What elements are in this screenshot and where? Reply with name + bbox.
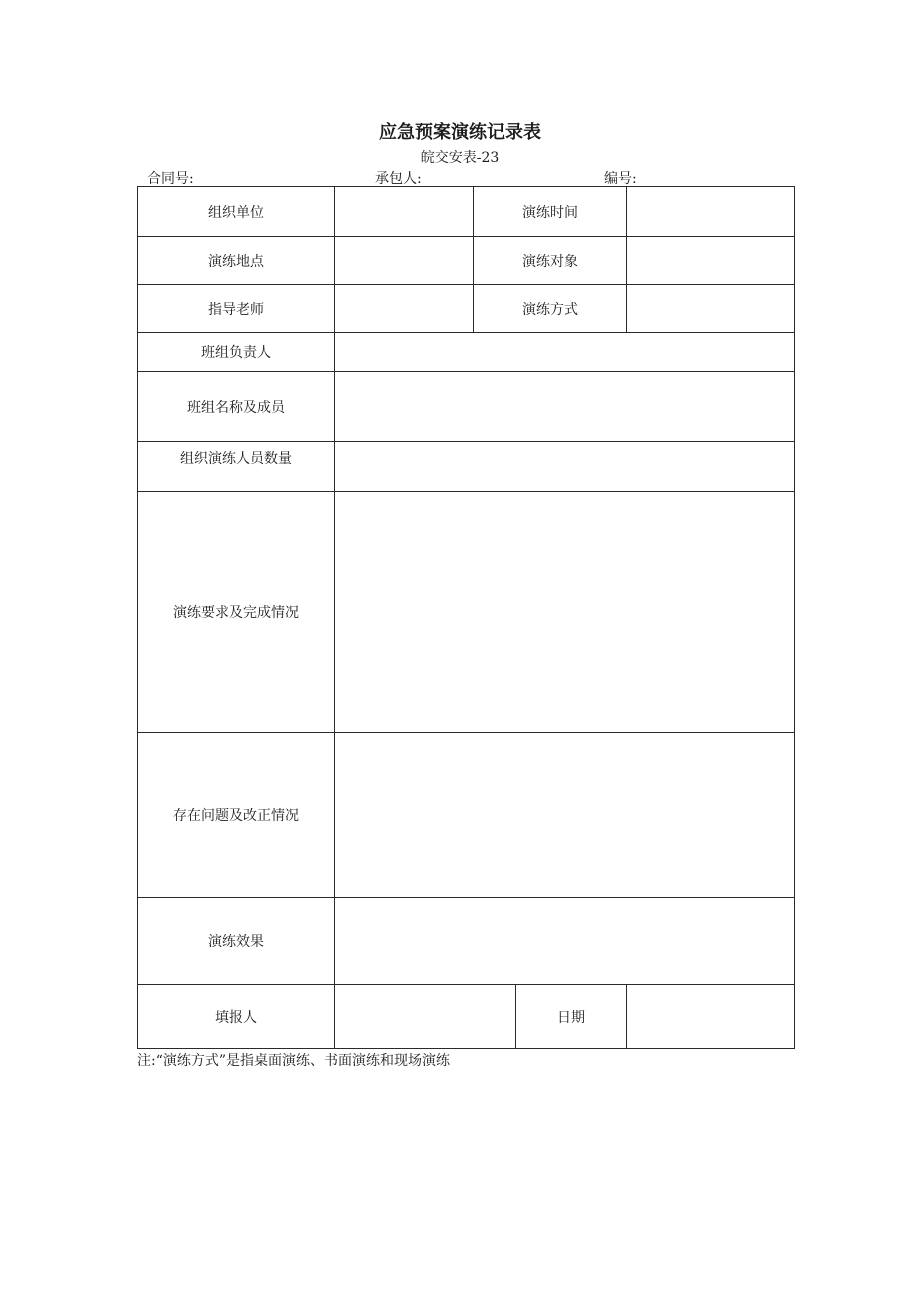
drill-location-label: 演练地点 [138,237,335,285]
requirements-label: 演练要求及完成情况 [138,492,335,733]
contract-number-label: 合同号: [147,171,194,187]
instructor-label: 指导老师 [138,285,335,333]
drill-record-table [137,186,795,1049]
drill-target-value[interactable] [627,237,795,285]
org-unit-label: 组织单位 [138,187,335,237]
issues-label: 存在问题及改正情况 [138,733,335,898]
drill-method-label: 演练方式 [474,285,627,333]
table-row [138,285,795,333]
drill-target-label: 演练对象 [474,237,627,285]
table-row [138,372,795,442]
contractor-label: 承包人: [375,171,422,187]
team-members-value[interactable] [335,372,795,442]
serial-number-label: 编号: [604,171,637,187]
table-row [138,985,795,1049]
form-code: 皖交安表-23 [420,150,500,166]
drill-time-label: 演练时间 [474,187,627,237]
org-unit-value[interactable] [335,187,474,237]
table-row [138,492,795,733]
filled-by-label: 填报人 [138,985,335,1049]
team-members-label: 班组名称及成员 [138,372,335,442]
document-title: 应急预案演练记录表 [379,122,541,143]
filled-by-value[interactable] [335,985,516,1049]
table-row [138,333,795,372]
table-row [138,733,795,898]
date-value[interactable] [627,985,795,1049]
table-row [138,898,795,985]
instructor-value[interactable] [335,285,474,333]
date-label: 日期 [516,985,627,1049]
drill-effect-value[interactable] [335,898,795,985]
drill-effect-label: 演练效果 [138,898,335,985]
team-leader-value[interactable] [335,333,795,372]
table-row [138,187,795,237]
drill-method-value[interactable] [627,285,795,333]
drill-time-value[interactable] [627,187,795,237]
footnote: 注:“演练方式”是指桌面演练、书面演练和现场演练 [137,1053,451,1069]
participant-count-label: 组织演练人员数量 [138,442,335,492]
drill-location-value[interactable] [335,237,474,285]
table-row [138,237,795,285]
issues-value[interactable] [335,733,795,898]
team-leader-label: 班组负责人 [138,333,335,372]
table-row [138,442,795,492]
requirements-value[interactable] [335,492,795,733]
participant-count-value[interactable] [335,442,795,492]
